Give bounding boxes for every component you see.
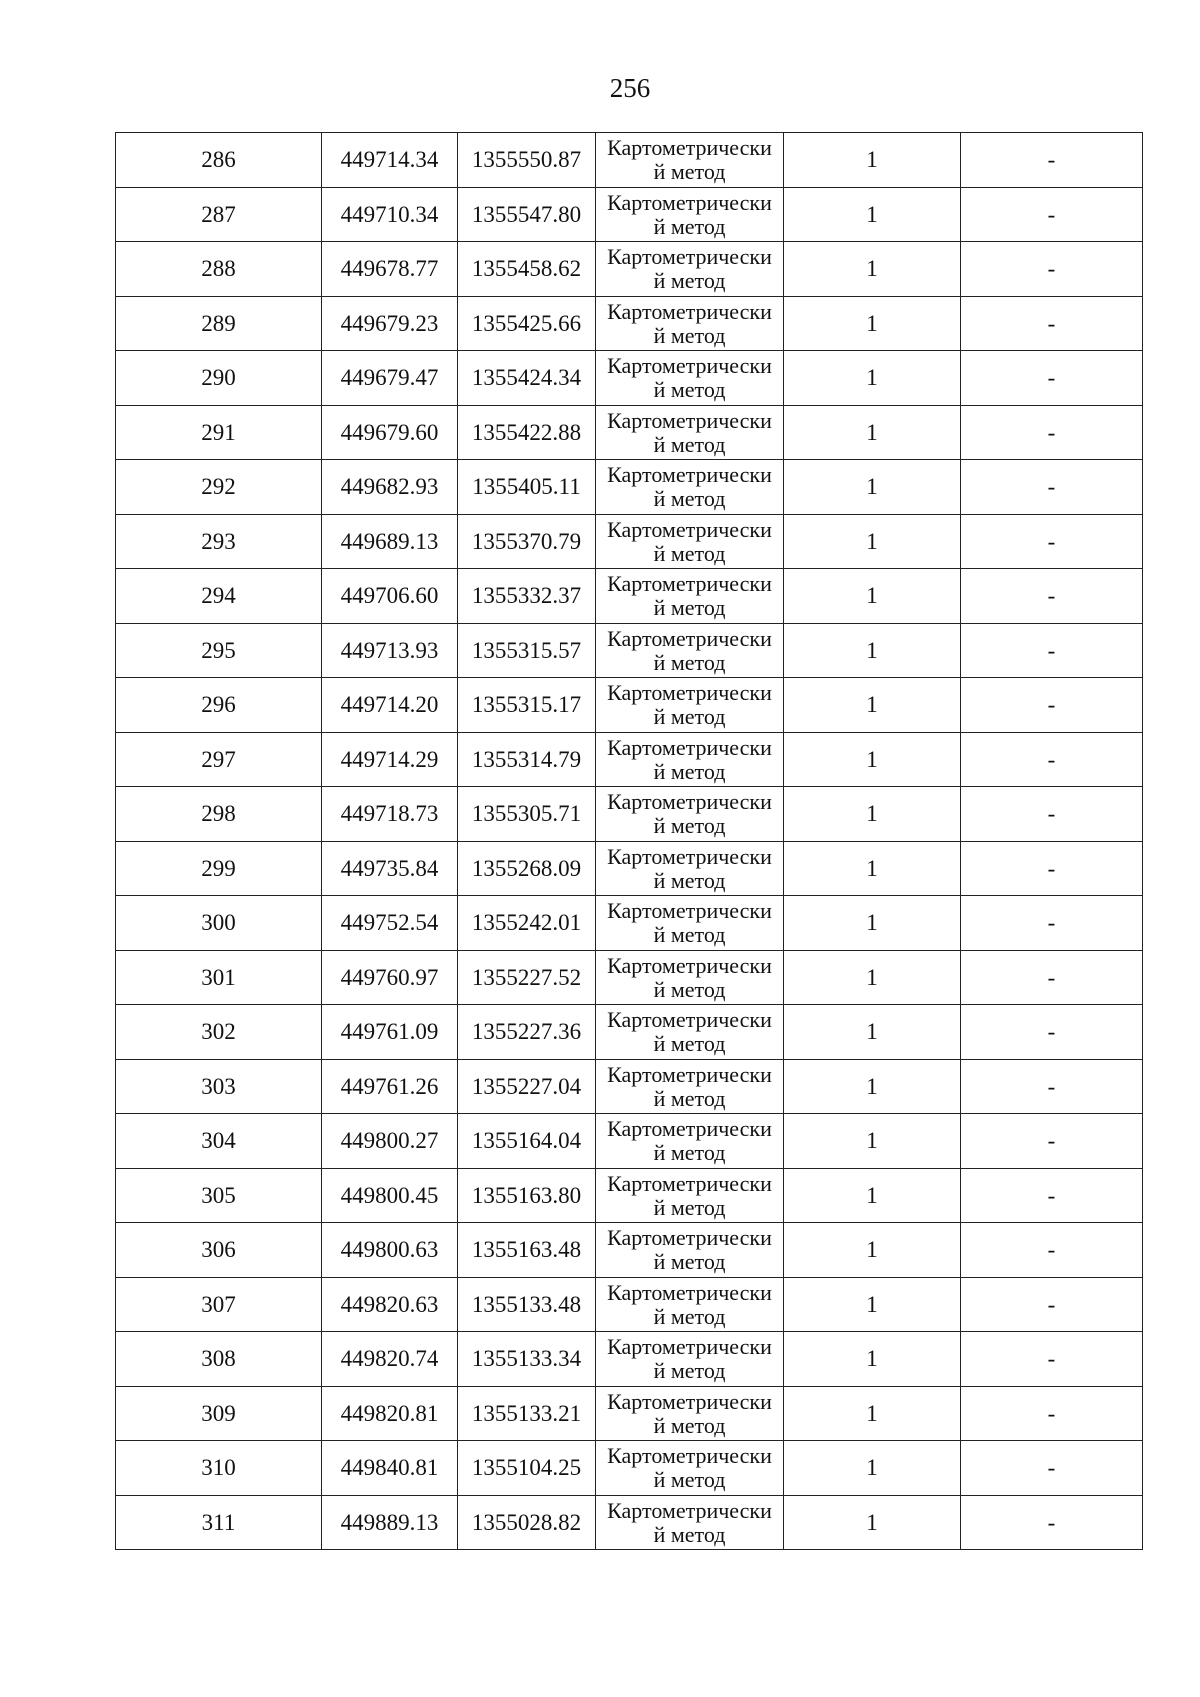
accuracy-cell: 1 (784, 896, 961, 951)
accuracy-cell: 1 (784, 841, 961, 896)
method-line-1: Картометрически (607, 1061, 772, 1087)
point-number-cell: 303 (116, 1059, 322, 1114)
table-row (116, 133, 1143, 188)
point-number-cell: 301 (116, 950, 322, 1005)
point-number-cell: 300 (116, 896, 322, 951)
method-cell (596, 460, 784, 515)
method-line-1: Картометрически (607, 1334, 772, 1360)
note-cell: - (961, 351, 1143, 406)
x-coordinate-cell: 449752.54 (322, 896, 458, 951)
accuracy-cell: 1 (784, 1332, 961, 1387)
method-cell (596, 950, 784, 1005)
method-line-2: й метод (653, 1085, 726, 1111)
point-number-cell: 307 (116, 1277, 322, 1332)
point-number-cell: 306 (116, 1223, 322, 1278)
table-row (116, 514, 1143, 569)
table-row (116, 1223, 1143, 1278)
method-cell (596, 296, 784, 351)
y-coordinate-cell: 1355550.87 (458, 133, 596, 188)
method-line-2: й метод (653, 159, 726, 185)
method-line-1: Картометрически (607, 1279, 772, 1305)
method-line-1: Картометрически (607, 843, 772, 869)
point-number-cell: 293 (116, 514, 322, 569)
note-cell: - (961, 569, 1143, 624)
method-cell (596, 1386, 784, 1441)
note-cell: - (961, 1386, 1143, 1441)
method-line-1: Картометрически (607, 625, 772, 651)
table-row (116, 569, 1143, 624)
x-coordinate-cell: 449800.27 (322, 1114, 458, 1169)
method-line-1: Картометрически (607, 1443, 772, 1469)
y-coordinate-cell: 1355405.11 (458, 460, 596, 515)
table-row (116, 1005, 1143, 1060)
method-line-2: й метод (653, 704, 726, 730)
table-row (116, 242, 1143, 297)
method-line-1: Картометрически (607, 680, 772, 706)
x-coordinate-cell: 449714.34 (322, 133, 458, 188)
point-number-cell: 305 (116, 1168, 322, 1223)
method-cell (596, 1005, 784, 1060)
note-cell: - (961, 950, 1143, 1005)
accuracy-cell: 1 (784, 1168, 961, 1223)
method-line-1: Картометрически (607, 516, 772, 542)
accuracy-cell: 1 (784, 242, 961, 297)
x-coordinate-cell: 449679.23 (322, 296, 458, 351)
note-cell: - (961, 1332, 1143, 1387)
x-coordinate-cell: 449889.13 (322, 1495, 458, 1550)
method-line-2: й метод (653, 431, 726, 457)
note-cell: - (961, 242, 1143, 297)
note-cell: - (961, 841, 1143, 896)
method-cell (596, 1495, 784, 1550)
method-line-2: й метод (653, 867, 726, 893)
method-line-2: й метод (653, 1249, 726, 1275)
table-row (116, 678, 1143, 733)
note-cell: - (961, 1168, 1143, 1223)
method-line-1: Картометрически (607, 462, 772, 488)
y-coordinate-cell: 1355133.21 (458, 1386, 596, 1441)
method-line-1: Картометрически (607, 789, 772, 815)
method-line-1: Картометрически (607, 1007, 772, 1033)
accuracy-cell: 1 (784, 1386, 961, 1441)
note-cell: - (961, 678, 1143, 733)
table-row (116, 950, 1143, 1005)
point-number-cell: 294 (116, 569, 322, 624)
method-cell (596, 1277, 784, 1332)
x-coordinate-cell: 449714.29 (322, 732, 458, 787)
method-cell (596, 732, 784, 787)
point-number-cell: 287 (116, 187, 322, 242)
method-cell (596, 1168, 784, 1223)
point-number-cell: 289 (116, 296, 322, 351)
y-coordinate-cell: 1355315.17 (458, 678, 596, 733)
method-cell (596, 1441, 784, 1496)
accuracy-cell: 1 (784, 1277, 961, 1332)
table-row (116, 1277, 1143, 1332)
point-number-cell: 308 (116, 1332, 322, 1387)
x-coordinate-cell: 449820.63 (322, 1277, 458, 1332)
table-row (116, 1441, 1143, 1496)
y-coordinate-cell: 1355315.57 (458, 623, 596, 678)
method-cell (596, 242, 784, 297)
accuracy-cell: 1 (784, 351, 961, 406)
x-coordinate-cell: 449706.60 (322, 569, 458, 624)
y-coordinate-cell: 1355268.09 (458, 841, 596, 896)
accuracy-cell: 1 (784, 732, 961, 787)
accuracy-cell: 1 (784, 1005, 961, 1060)
point-number-cell: 295 (116, 623, 322, 678)
x-coordinate-cell: 449714.20 (322, 678, 458, 733)
point-number-cell: 299 (116, 841, 322, 896)
method-line-2: й метод (653, 1194, 726, 1220)
method-line-1: Картометрически (607, 898, 772, 924)
table-row (116, 460, 1143, 515)
method-line-2: й метод (653, 540, 726, 566)
method-line-2: й метод (653, 1358, 726, 1384)
point-number-cell: 310 (116, 1441, 322, 1496)
method-line-2: й метод (653, 268, 726, 294)
method-line-2: й метод (653, 595, 726, 621)
accuracy-cell: 1 (784, 1441, 961, 1496)
method-cell (596, 841, 784, 896)
accuracy-cell: 1 (784, 950, 961, 1005)
method-line-1: Картометрически (607, 1225, 772, 1251)
method-cell (596, 1114, 784, 1169)
method-cell (596, 133, 784, 188)
table-row (116, 841, 1143, 896)
table-row (116, 1114, 1143, 1169)
x-coordinate-cell: 449710.34 (322, 187, 458, 242)
x-coordinate-cell: 449840.81 (322, 1441, 458, 1496)
method-cell (596, 514, 784, 569)
x-coordinate-cell: 449800.45 (322, 1168, 458, 1223)
method-line-1: Картометрически (607, 353, 772, 379)
note-cell: - (961, 1059, 1143, 1114)
method-line-2: й метод (653, 1521, 726, 1547)
table-row (116, 351, 1143, 406)
method-cell (596, 1059, 784, 1114)
y-coordinate-cell: 1355028.82 (458, 1495, 596, 1550)
method-line-2: й метод (653, 649, 726, 675)
y-coordinate-cell: 1355104.25 (458, 1441, 596, 1496)
y-coordinate-cell: 1355370.79 (458, 514, 596, 569)
method-line-2: й метод (653, 377, 726, 403)
note-cell: - (961, 787, 1143, 842)
y-coordinate-cell: 1355305.71 (458, 787, 596, 842)
note-cell: - (961, 1441, 1143, 1496)
accuracy-cell: 1 (784, 1059, 961, 1114)
note-cell: - (961, 187, 1143, 242)
note-cell: - (961, 133, 1143, 188)
y-coordinate-cell: 1355227.04 (458, 1059, 596, 1114)
page-number: 256 (609, 73, 651, 103)
y-coordinate-cell: 1355164.04 (458, 1114, 596, 1169)
note-cell: - (961, 296, 1143, 351)
accuracy-cell: 1 (784, 296, 961, 351)
method-cell (596, 405, 784, 460)
point-number-cell: 302 (116, 1005, 322, 1060)
method-cell (596, 569, 784, 624)
y-coordinate-cell: 1355332.37 (458, 569, 596, 624)
y-coordinate-cell: 1355163.48 (458, 1223, 596, 1278)
point-number-cell: 292 (116, 460, 322, 515)
y-coordinate-cell: 1355227.36 (458, 1005, 596, 1060)
accuracy-cell: 1 (784, 187, 961, 242)
point-number-cell: 309 (116, 1386, 322, 1441)
method-line-2: й метод (653, 322, 726, 348)
method-line-2: й метод (653, 1140, 726, 1166)
y-coordinate-cell: 1355422.88 (458, 405, 596, 460)
x-coordinate-cell: 449682.93 (322, 460, 458, 515)
table-row (116, 1386, 1143, 1441)
x-coordinate-cell: 449820.81 (322, 1386, 458, 1441)
method-line-2: й метод (653, 213, 726, 239)
method-line-2: й метод (653, 976, 726, 1002)
point-number-cell: 311 (116, 1495, 322, 1550)
method-line-1: Картометрически (607, 1497, 772, 1523)
point-number-cell: 290 (116, 351, 322, 406)
point-number-cell: 296 (116, 678, 322, 733)
coordinates-table (115, 132, 1143, 1550)
method-line-1: Картометрически (607, 1388, 772, 1414)
table-row (116, 787, 1143, 842)
method-line-1: Картометрически (607, 734, 772, 760)
note-cell: - (961, 732, 1143, 787)
table-row (116, 296, 1143, 351)
table-row (116, 187, 1143, 242)
method-line-1: Картометрически (607, 189, 772, 215)
x-coordinate-cell: 449689.13 (322, 514, 458, 569)
method-cell (596, 623, 784, 678)
note-cell: - (961, 1005, 1143, 1060)
method-line-2: й метод (653, 486, 726, 512)
method-line-2: й метод (653, 1467, 726, 1493)
y-coordinate-cell: 1355547.80 (458, 187, 596, 242)
accuracy-cell: 1 (784, 1223, 961, 1278)
method-cell (596, 351, 784, 406)
method-line-2: й метод (653, 758, 726, 784)
y-coordinate-cell: 1355242.01 (458, 896, 596, 951)
method-line-1: Картометрически (607, 1170, 772, 1196)
table-row (116, 732, 1143, 787)
method-line-2: й метод (653, 1412, 726, 1438)
method-cell (596, 896, 784, 951)
x-coordinate-cell: 449820.74 (322, 1332, 458, 1387)
table-row (116, 1495, 1143, 1550)
method-line-2: й метод (653, 813, 726, 839)
point-number-cell: 286 (116, 133, 322, 188)
y-coordinate-cell: 1355458.62 (458, 242, 596, 297)
note-cell: - (961, 1495, 1143, 1550)
method-line-2: й метод (653, 1303, 726, 1329)
accuracy-cell: 1 (784, 133, 961, 188)
y-coordinate-cell: 1355314.79 (458, 732, 596, 787)
method-line-1: Картометрически (607, 952, 772, 978)
method-cell (596, 1223, 784, 1278)
accuracy-cell: 1 (784, 678, 961, 733)
y-coordinate-cell: 1355133.34 (458, 1332, 596, 1387)
accuracy-cell: 1 (784, 514, 961, 569)
method-line-2: й метод (653, 922, 726, 948)
x-coordinate-cell: 449679.60 (322, 405, 458, 460)
accuracy-cell: 1 (784, 569, 961, 624)
x-coordinate-cell: 449800.63 (322, 1223, 458, 1278)
note-cell: - (961, 1114, 1143, 1169)
y-coordinate-cell: 1355425.66 (458, 296, 596, 351)
note-cell: - (961, 514, 1143, 569)
note-cell: - (961, 1223, 1143, 1278)
table-row (116, 623, 1143, 678)
table-row (116, 1168, 1143, 1223)
table-row (116, 1059, 1143, 1114)
note-cell: - (961, 623, 1143, 678)
method-line-1: Картометрически (607, 135, 772, 161)
note-cell: - (961, 460, 1143, 515)
method-cell (596, 187, 784, 242)
table-row (116, 405, 1143, 460)
x-coordinate-cell: 449679.47 (322, 351, 458, 406)
accuracy-cell: 1 (784, 787, 961, 842)
accuracy-cell: 1 (784, 405, 961, 460)
point-number-cell: 304 (116, 1114, 322, 1169)
x-coordinate-cell: 449678.77 (322, 242, 458, 297)
method-line-1: Картометрически (607, 298, 772, 324)
note-cell: - (961, 405, 1143, 460)
method-cell (596, 678, 784, 733)
accuracy-cell: 1 (784, 1114, 961, 1169)
accuracy-cell: 1 (784, 460, 961, 515)
x-coordinate-cell: 449760.97 (322, 950, 458, 1005)
note-cell: - (961, 1277, 1143, 1332)
method-line-1: Картометрически (607, 571, 772, 597)
x-coordinate-cell: 449761.09 (322, 1005, 458, 1060)
accuracy-cell: 1 (784, 623, 961, 678)
y-coordinate-cell: 1355227.52 (458, 950, 596, 1005)
method-line-1: Картометрически (607, 244, 772, 270)
y-coordinate-cell: 1355133.48 (458, 1277, 596, 1332)
table-body (116, 133, 1143, 1550)
point-number-cell: 298 (116, 787, 322, 842)
table-row (116, 896, 1143, 951)
note-cell: - (961, 896, 1143, 951)
x-coordinate-cell: 449761.26 (322, 1059, 458, 1114)
x-coordinate-cell: 449713.93 (322, 623, 458, 678)
x-coordinate-cell: 449735.84 (322, 841, 458, 896)
point-number-cell: 288 (116, 242, 322, 297)
point-number-cell: 291 (116, 405, 322, 460)
y-coordinate-cell: 1355163.80 (458, 1168, 596, 1223)
table-row (116, 1332, 1143, 1387)
method-cell (596, 787, 784, 842)
y-coordinate-cell: 1355424.34 (458, 351, 596, 406)
method-line-1: Картометрически (607, 1116, 772, 1142)
method-cell (596, 1332, 784, 1387)
accuracy-cell: 1 (784, 1495, 961, 1550)
point-number-cell: 297 (116, 732, 322, 787)
method-line-1: Картометрически (607, 407, 772, 433)
method-line-2: й метод (653, 1031, 726, 1057)
x-coordinate-cell: 449718.73 (322, 787, 458, 842)
